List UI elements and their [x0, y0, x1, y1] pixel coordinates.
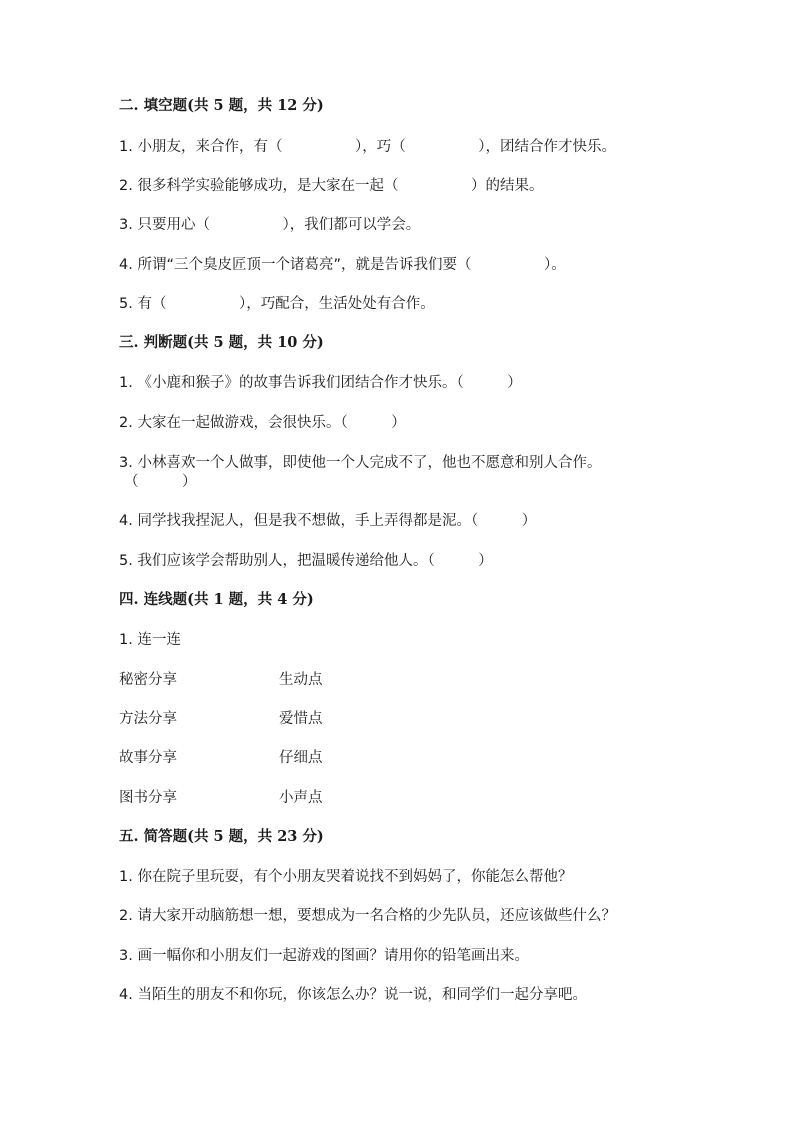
- short-question-3: 3. 画一幅你和小朋友们一起游戏的图画？请用你的铅笔画出来。: [119, 948, 529, 964]
- fill-question-2: 2. 很多科学实验能够成功，是大家在一起（ ）的结果。: [119, 178, 544, 194]
- short-question-2: 2. 请大家开动脑筋想一想，要想成为一名合格的少先队员，还应该做些什么？: [119, 908, 616, 924]
- match-left-item: 故事分享: [119, 750, 177, 766]
- match-left-item: 图书分享: [119, 790, 177, 806]
- match-right-item: 爱惜点: [279, 711, 323, 727]
- judge-question-4: 4. 同学找我捏泥人，但是我不想做，手上弄得都是泥。（ ）: [119, 513, 537, 529]
- match-left-item: 方法分享: [119, 711, 177, 727]
- match-question-1: 1. 连一连: [119, 632, 181, 648]
- match-left-item: 秘密分享: [119, 672, 177, 688]
- judge-question-3-answer: （ ）: [124, 474, 197, 490]
- match-right-item: 生动点: [279, 672, 323, 688]
- fill-question-4: 4. 所谓“三个臭皮匠顶一个诸葛亮”，就是告诉我们要（ ）。: [119, 257, 566, 273]
- section-heading-judge: 三. 判断题(共 5 题，共 10 分): [119, 334, 324, 351]
- fill-question-5: 5. 有（ ），巧配合，生活处处有合作。: [119, 296, 435, 312]
- section-heading-fill: 二. 填空题(共 5 题，共 12 分): [119, 97, 324, 114]
- fill-question-1: 1. 小朋友，来合作，有（ ），巧（ ），团结合作才快乐。: [119, 139, 616, 155]
- match-right-item: 小声点: [279, 790, 323, 806]
- section-heading-match: 四. 连线题(共 1 题，共 4 分): [119, 591, 314, 608]
- match-right-item: 仔细点: [279, 750, 323, 766]
- fill-question-3: 3. 只要用心（ ），我们都可以学会。: [119, 217, 421, 233]
- judge-question-1: 1. 《小鹿和猴子》的故事告诉我们团结合作才快乐。（ ）: [119, 375, 522, 391]
- section-heading-short: 五. 简答题(共 5 题，共 23 分): [119, 828, 324, 845]
- judge-question-2: 2. 大家在一起做游戏，会很快乐。（ ）: [119, 415, 406, 431]
- judge-question-3: 3. 小林喜欢一个人做事，即使他一个人完成不了，他也不愿意和别人合作。: [119, 455, 602, 471]
- short-question-1: 1. 你在院子里玩耍，有个小朋友哭着说找不到妈妈了，你能怎么帮他？: [119, 869, 573, 885]
- judge-question-5: 5. 我们应该学会帮助别人，把温暖传递给他人。（ ）: [119, 553, 493, 569]
- short-question-4: 4. 当陌生的朋友不和你玩，你该怎么办？说一说，和同学们一起分享吧。: [119, 987, 587, 1003]
